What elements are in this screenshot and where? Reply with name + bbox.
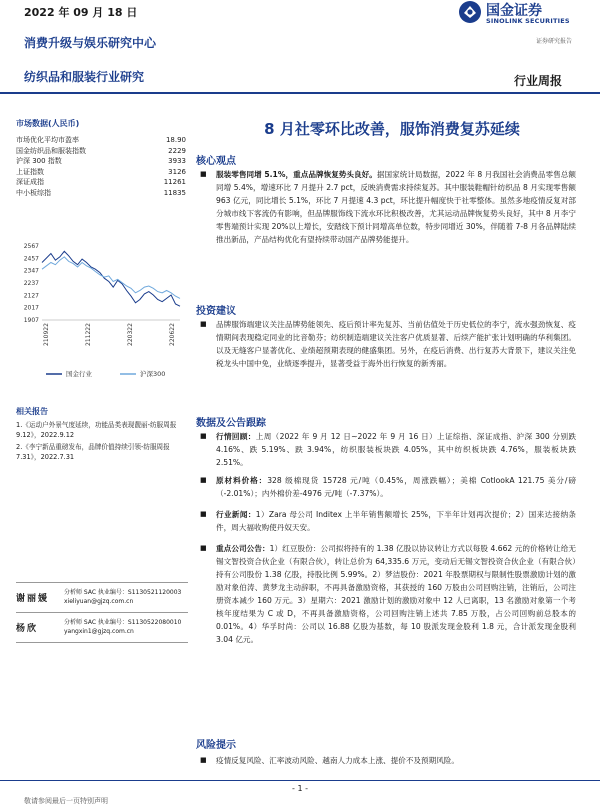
risk-paragraph (196, 754, 576, 767)
track-item (196, 542, 576, 646)
market-row (16, 167, 186, 178)
market-label: 国金纺织品和服装指数 (16, 146, 86, 155)
track-lead: 行业新闻： (216, 510, 256, 519)
market-row (16, 146, 186, 157)
related-reports-list (16, 420, 188, 462)
analyst-role: 分析师 SAC 执业编号：S1130522080010 (64, 619, 182, 626)
legend-label: 沪深300 (140, 370, 166, 378)
market-value: 3126 (168, 167, 186, 176)
track-item (196, 430, 576, 469)
x-tick-label: 220322 (127, 323, 134, 346)
track-lead: 原材料价格： (216, 476, 268, 485)
track-text: 1）Zara 母公司 Inditex 上半年销售额增长 25%，下半年计划再次提价；2）国来达接纳条件，周大福收购使丹奴天安。 (216, 510, 577, 532)
y-tick-label: 2127 (23, 292, 39, 300)
analyst-email[interactable]: xieliyuan@gjzq.com.cn (64, 598, 134, 605)
analyst-info (64, 588, 181, 606)
footer-note: 敬请参阅最后一页特别声明 (24, 797, 108, 805)
core-text: 据国家统计局数据，2022 年 8 月我国社会消费品零售总额同增 5.4%，增速环比 7 月提升 2.7 pct，反映消费需求持续复苏。其中服装鞋帽针纺织品 8 月实现零售额 963 亿元，同比增长 5.1%，环比 7 月提速 4.3 pct，环比提升幅度快于社零整体。虽然多地疫情反复对部分城市线下客流仍有影响，但品牌服饰线下流水环比积极改善，尤其运动品牌恢复势头良好，其中 8 月李宁零售端预计实现 20%以上增长，安踏线下预计同增高单位数，特步同增近 30%，伴随着 7-8 月各品牌陆续推出新品，产品结构优化有望持续带动国产品牌势能提升。 (216, 170, 577, 244)
analyst-name: 杨欣 (16, 624, 39, 634)
footer-divider (0, 780, 600, 781)
analyst-email[interactable]: yangxin1@gjzq.com.cn (64, 628, 134, 635)
bullet-icon: ■ (200, 544, 207, 552)
page-number: - 1 - (292, 784, 308, 793)
market-row (16, 188, 186, 199)
legend-label: 国金行业 (66, 370, 92, 378)
market-label: 中小板综指 (16, 188, 51, 197)
section-track-title: 数据及公告跟踪 (196, 418, 266, 429)
track-lead: 重点公司公告： (216, 544, 270, 553)
track-text: 328 级棉现货 15728 元/吨（0.45%，周涨跌幅）；美棉 CotlookA 121.75 美分/磅（-2.01%）；内外棉价差-4976 元/吨（-7.37%）。 (216, 476, 576, 498)
market-row (16, 135, 186, 146)
industry-name: 纺织品和服装行业研究 (24, 70, 145, 84)
section-invest-title: 投资建议 (196, 306, 236, 317)
logo (458, 0, 586, 36)
y-tick-label: 2017 (23, 304, 39, 312)
report-date: 2022 年 09 月 18 日 (24, 6, 138, 19)
related-reports-title: 相关报告 (16, 407, 48, 416)
market-value: 11835 (163, 188, 186, 197)
bullet-icon: ■ (200, 320, 207, 328)
analyst-card (16, 588, 188, 610)
market-label: 沪深 300 指数 (16, 157, 62, 166)
analyst-card (16, 618, 188, 640)
market-label: 深证成指 (16, 178, 44, 187)
series-line (42, 257, 180, 299)
report-title: 8 月社零环比改善，服饰消费复苏延续 (264, 120, 520, 138)
analyst-name: 谢丽媛 (16, 594, 50, 604)
market-data-title: 市场数据(人民币) (16, 119, 80, 128)
market-value: 2229 (168, 146, 186, 155)
analyst-divider (16, 612, 188, 613)
logo-mark-icon (458, 0, 482, 24)
track-text: 上周（2022 年 9 月 12 日~2022 年 9 月 16 日）上证综指、深证成指、沪深 300 分别跌 4.16%、跌 5.19%、跌 3.94%，纺织服装板块跌 4.05%，其中纺织板块跌 4.76%，服装板块跌 2.51%。 (216, 432, 576, 467)
research-center: 消费升级与娱乐研究中心 (24, 36, 157, 50)
invest-paragraph (196, 318, 576, 370)
market-value: 11261 (163, 178, 186, 187)
bullet-icon: ■ (200, 170, 207, 178)
report-type: 行业周报 (514, 74, 563, 88)
related-report-item[interactable]: 2.《李宁新品重磅发布，品牌价值持续引领-纺服周报 7.31》，2022.7.31 (16, 443, 170, 461)
related-report-item[interactable]: 1.《运动户外景气度延续，功能品类表现靓丽-纺服周报 9.12》，2022.9.12 (16, 421, 177, 439)
risk-text: 疫情反复风险、汇率波动风险、越南人力成本上涨、提价不及预期风险。 (216, 756, 459, 765)
market-data-panel (16, 118, 186, 199)
bullet-icon: ■ (200, 756, 207, 764)
analyst-divider (16, 582, 188, 583)
y-tick-label: 2457 (23, 255, 39, 263)
y-tick-label: 2567 (23, 243, 39, 250)
x-tick-label: 211222 (85, 323, 92, 346)
invest-text: 品牌服饰端建议关注品牌势能领先、疫后预计率先复苏、当前估值处于历史低位的李宁，流水强劲恢复、疫情期间表现稳定同业的比音勒芬；纺织制造端建议关注客户优质显著、后续产能扩张计划明确的华利集团。以及无缝客户显著优化、业绩超预期表现的健盛集团。另外，在疫后消费、出行复苏大背景下，建议关注免税龙头中国中免，业绩逐季提升，显著受益于海外出行恢复的新秀丽。 (216, 320, 576, 368)
analyst-divider (16, 642, 188, 643)
track-item (196, 474, 576, 500)
market-value: 18.90 (165, 136, 186, 144)
market-row (16, 156, 186, 167)
bullet-icon: ■ (200, 510, 207, 518)
header-divider (0, 92, 600, 94)
index-line-chart (16, 240, 188, 390)
logo-text-cn: 国金证券 (486, 3, 542, 19)
logo-subtitle: 证券研究报告 (536, 38, 573, 45)
section-risk-title: 风险提示 (196, 740, 236, 751)
section-core-title: 核心观点 (196, 156, 236, 167)
market-label: 上证指数 (16, 167, 44, 176)
analyst-role: 分析师 SAC 执业编号：S1130521120003 (64, 589, 182, 596)
market-value: 3933 (168, 157, 186, 166)
analyst-info (64, 618, 181, 636)
track-lead: 行情回顾： (216, 432, 256, 441)
y-tick-label: 2347 (23, 267, 39, 275)
y-tick-label: 1907 (23, 317, 39, 324)
x-tick-label: 210922 (43, 323, 50, 346)
track-text: 1）红豆股份：公司拟将持有的 1.38 亿股以协议转让方式以每股 4.662 元的价格转让给无锡文智投资合伙企业（有限合伙），转让总价为 64,335.6 万元，变动后无锡文智投资合伙企业（有限合伙）持有公司股份 1.38 亿股，持股比例 5.99%。2）梦洁股份：2021 年股票期权与限制性股票激励计划的激励对象伯涛、黄梦龙主动辞职，不再具备激励资格，其获授的 160 万股由公司回购注销，注销后，公司注册资本减少 160 万元。3）星期六：2021 激励计划的激励对象中 12 人已离职，13 名激励对象第一个考核年度结果为 C 或 D，不再具备激励资格，公司回购注销上述共 7.85 万股，占公司回购前总股本的 0.01%。4）华孚时尚：公司以 16.88 亿股为基数，每 10 股派发现金股利 1.8 元，合计派发现金股利 3.04 亿元。 (216, 544, 576, 644)
market-label: 市场优化平均市盈率 (16, 136, 79, 144)
track-item (196, 508, 576, 534)
core-paragraph (196, 168, 576, 246)
bullet-icon: ■ (200, 432, 207, 440)
x-tick-label: 220622 (169, 323, 176, 346)
core-lead: 服装零售同增 5.1%，重点品牌恢复势头良好。 (216, 170, 377, 179)
bullet-icon: ■ (200, 476, 207, 484)
y-tick-label: 2237 (23, 280, 39, 287)
logo-text-en: SINOLINK SECURITIES (486, 17, 570, 25)
market-row (16, 177, 186, 188)
